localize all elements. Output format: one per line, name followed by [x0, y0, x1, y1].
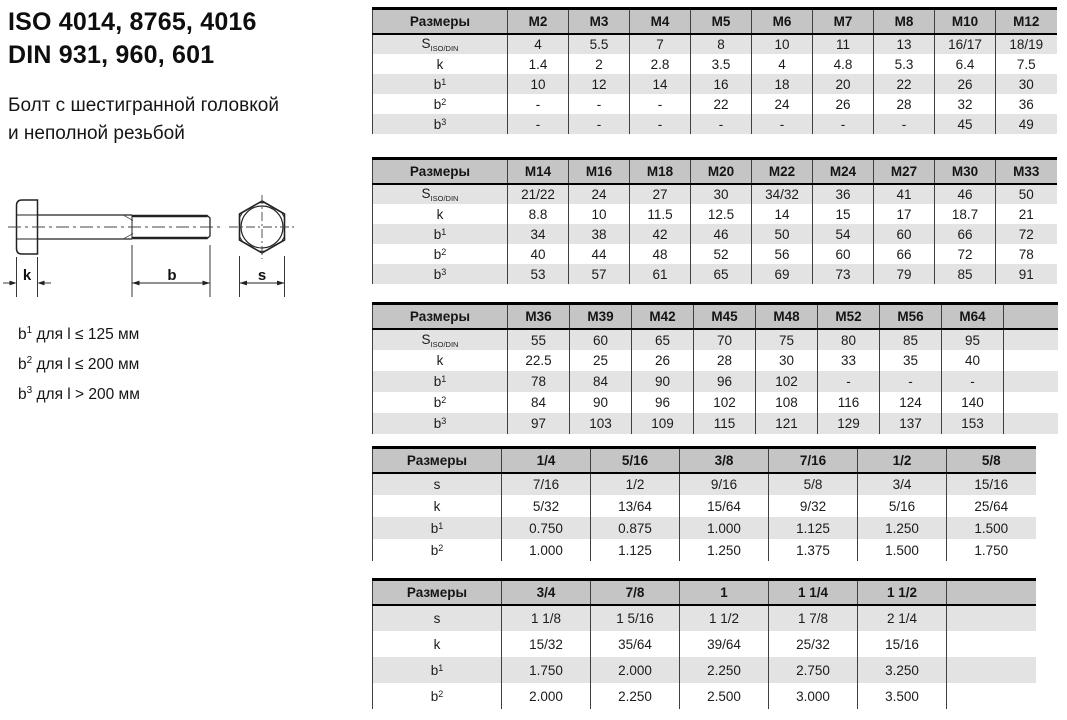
size-column-header: M45	[694, 304, 756, 330]
dimension-value-cell: -	[874, 114, 935, 134]
row-label-cell: $S_{ISO/DIN}$	[373, 184, 508, 204]
dimension-value-cell: 15/32	[502, 631, 591, 657]
row-label-cell: k	[373, 495, 502, 517]
dimension-value-cell: 34/32	[752, 184, 813, 204]
size-column-header: 5/16	[591, 448, 680, 474]
row-label-cell: $b^3$	[373, 264, 508, 284]
dimension-value-cell: 1.000	[680, 517, 769, 539]
size-column-header: M3	[569, 9, 630, 35]
dimension-value-cell: 28	[874, 94, 935, 114]
dimension-value-cell: 1.4	[508, 54, 569, 74]
dimension-value-cell: 46	[935, 184, 996, 204]
table-header-sizes: Размеры	[373, 580, 502, 606]
dimension-value-cell: 72	[935, 244, 996, 264]
dimension-value-cell: 2.8	[630, 54, 691, 74]
dimension-value-cell: 16/17	[935, 34, 996, 54]
dimension-value-cell: 153	[942, 413, 1004, 434]
dimension-value-cell: 50	[752, 224, 813, 244]
row-label-cell: $b^3$	[373, 413, 508, 434]
dimension-value-cell: 60	[874, 224, 935, 244]
dimension-value-cell: 1.125	[591, 539, 680, 561]
size-column-header: M20	[691, 159, 752, 185]
dimension-table	[372, 446, 1036, 561]
dimension-value-cell: 54	[813, 224, 874, 244]
size-column-header: M7	[813, 9, 874, 35]
size-column-header: 5/8	[947, 448, 1036, 474]
size-column-header: 1 1/4	[769, 580, 858, 606]
dimension-value-cell: 22	[691, 94, 752, 114]
dimension-value-cell: 9/16	[680, 473, 769, 495]
dimension-value-cell: 69	[752, 264, 813, 284]
dimension-value-cell: 22	[874, 74, 935, 94]
dimension-value-cell: 85	[880, 329, 942, 350]
dimension-value-cell: 15/16	[858, 631, 947, 657]
empty-cell	[947, 605, 1036, 631]
size-column-header: M12	[996, 9, 1057, 35]
dimension-value-cell: -	[630, 114, 691, 134]
dimension-value-cell: -	[569, 94, 630, 114]
row-label-cell: $b^1$	[373, 517, 502, 539]
dimension-value-cell: 11.5	[630, 204, 691, 224]
dimension-value-cell: 96	[632, 392, 694, 413]
size-column-header: M42	[632, 304, 694, 330]
dimension-value-cell: 7	[630, 34, 691, 54]
dimension-value-cell: 14	[752, 204, 813, 224]
table-header-sizes: Размеры	[373, 448, 502, 474]
dimension-value-cell: 25/32	[769, 631, 858, 657]
size-column-header: M16	[569, 159, 630, 185]
dimension-value-cell: 11	[813, 34, 874, 54]
dimension-value-cell: 49	[996, 114, 1057, 134]
dimension-value-cell: 17	[874, 204, 935, 224]
dimension-value-cell: 24	[569, 184, 630, 204]
dimension-label-s: s	[257, 267, 267, 284]
footnote-b1: $b^1$ для l ≤ 125 мм	[18, 325, 140, 344]
size-column-header: M36	[508, 304, 570, 330]
row-label-cell: $b^3$	[373, 114, 508, 134]
dimension-value-cell: 10	[569, 204, 630, 224]
size-column-header: M4	[630, 9, 691, 35]
dimension-value-cell: 15	[813, 204, 874, 224]
dimension-value-cell: 124	[880, 392, 942, 413]
dimension-value-cell: 13/64	[591, 495, 680, 517]
dimension-value-cell: 2	[569, 54, 630, 74]
table-header-sizes: Размеры	[373, 9, 508, 35]
size-column-header: M27	[874, 159, 935, 185]
dimension-value-cell: 60	[813, 244, 874, 264]
size-column-header: 1/4	[502, 448, 591, 474]
dimension-value-cell: 18	[752, 74, 813, 94]
dimension-value-cell: 8.8	[508, 204, 569, 224]
dimension-value-cell: 90	[632, 371, 694, 392]
table-header-sizes: Размеры	[373, 304, 508, 330]
dimension-value-cell: 2 1/4	[858, 605, 947, 631]
dimension-value-cell: 35/64	[591, 631, 680, 657]
empty-cell	[1004, 371, 1058, 392]
dimension-table	[372, 7, 1057, 134]
dimension-value-cell: 85	[935, 264, 996, 284]
size-column-header: 7/16	[769, 448, 858, 474]
size-column-header: M64	[942, 304, 1004, 330]
footnote-b3: $b^3$ для l > 200 мм	[18, 385, 140, 404]
title-iso: ISO 4014, 8765, 4016	[8, 8, 257, 36]
dimension-value-cell: 50	[996, 184, 1057, 204]
dimension-value-cell: 4.8	[813, 54, 874, 74]
dimension-value-cell: 35	[880, 350, 942, 371]
dimension-value-cell: 8	[691, 34, 752, 54]
dimension-value-cell: 4	[752, 54, 813, 74]
dimension-value-cell: 102	[694, 392, 756, 413]
page-subtitle	[8, 92, 279, 148]
dimension-value-cell: 97	[508, 413, 570, 434]
dimension-value-cell: 40	[508, 244, 569, 264]
dimension-value-cell: 39/64	[680, 631, 769, 657]
subtitle-line1: Болт с шестигранной головкой	[8, 95, 279, 116]
page-title	[8, 6, 257, 72]
dimension-value-cell: 7.5	[996, 54, 1057, 74]
dimension-value-cell: 91	[996, 264, 1057, 284]
title-din: DIN 931, 960, 601	[8, 41, 215, 69]
dimension-value-cell: 2.250	[680, 657, 769, 683]
size-column-header: 1/2	[858, 448, 947, 474]
row-label-cell: s	[373, 605, 502, 631]
bolt-technical-drawing	[0, 185, 320, 320]
row-label-cell: $b^1$	[373, 657, 502, 683]
dimension-value-cell: 40	[942, 350, 1004, 371]
dimension-value-cell: 1 1/2	[680, 605, 769, 631]
size-column-header: M10	[935, 9, 996, 35]
dimension-value-cell: 65	[691, 264, 752, 284]
row-label-cell: s	[373, 473, 502, 495]
dimension-value-cell: 5.5	[569, 34, 630, 54]
dimension-value-cell: 12.5	[691, 204, 752, 224]
size-column-header: 3/8	[680, 448, 769, 474]
empty-cell	[947, 683, 1036, 709]
dimension-value-cell: 30	[691, 184, 752, 204]
dimension-value-cell: 137	[880, 413, 942, 434]
b-arrow-right	[203, 281, 211, 286]
dimension-value-cell: 5/32	[502, 495, 591, 517]
empty-cell	[1004, 413, 1058, 434]
dimension-value-cell: 32	[935, 94, 996, 114]
metric-table-m36-m64	[372, 302, 1058, 434]
size-column-header: 3/4	[502, 580, 591, 606]
dimension-value-cell: 10	[508, 74, 569, 94]
dimension-table	[372, 578, 1036, 709]
dimension-value-cell: 1.250	[680, 539, 769, 561]
dimension-value-cell: 1.500	[947, 517, 1036, 539]
dimension-value-cell: -	[630, 94, 691, 114]
dimension-value-cell: 1.500	[858, 539, 947, 561]
dimension-value-cell: 2.000	[591, 657, 680, 683]
size-column-header: M48	[756, 304, 818, 330]
dimension-value-cell: 26	[935, 74, 996, 94]
dimension-value-cell: 95	[942, 329, 1004, 350]
dimension-label-b: b	[167, 267, 177, 284]
dimension-value-cell: 24	[752, 94, 813, 114]
s-arrow-right	[277, 281, 285, 286]
dimension-value-cell: 108	[756, 392, 818, 413]
dimension-value-cell: 52	[691, 244, 752, 264]
size-column-header: M30	[935, 159, 996, 185]
dimension-value-cell: 79	[874, 264, 935, 284]
dimension-value-cell: 116	[818, 392, 880, 413]
dimension-value-cell: 26	[632, 350, 694, 371]
dimension-value-cell: 30	[996, 74, 1057, 94]
subtitle-line2: и неполной резьбой	[8, 123, 185, 144]
row-label-cell: $S_{ISO/DIN}$	[373, 34, 508, 54]
dimension-value-cell: 18.7	[935, 204, 996, 224]
dimension-value-cell: 0.750	[502, 517, 591, 539]
dimension-value-cell: 1 7/8	[769, 605, 858, 631]
dimension-value-cell: 2.250	[591, 683, 680, 709]
dimension-value-cell: 90	[570, 392, 632, 413]
size-column-header: M6	[752, 9, 813, 35]
size-column-header: 1	[680, 580, 769, 606]
dimension-value-cell: 0.875	[591, 517, 680, 539]
k-arrow-left	[10, 281, 17, 286]
dimension-value-cell: 33	[818, 350, 880, 371]
dimension-value-cell: 78	[996, 244, 1057, 264]
dimension-value-cell: 22.5	[508, 350, 570, 371]
empty-cell	[947, 631, 1036, 657]
dimension-value-cell: 13	[874, 34, 935, 54]
size-column-header: M56	[880, 304, 942, 330]
metric-table-m2-m12	[372, 7, 1057, 134]
footnote-b2: $b^2$ для l ≤ 200 мм	[18, 355, 140, 374]
dimension-value-cell: 1/2	[591, 473, 680, 495]
empty-cell	[1004, 329, 1058, 350]
row-label-cell: k	[373, 204, 508, 224]
dimension-value-cell: 103	[570, 413, 632, 434]
dimension-value-cell: 36	[813, 184, 874, 204]
dimension-value-cell: 2.500	[680, 683, 769, 709]
table-header-sizes: Размеры	[373, 159, 508, 185]
dimension-value-cell: 25/64	[947, 495, 1036, 517]
dimension-value-cell: 34	[508, 224, 569, 244]
dimension-value-cell: 1.375	[769, 539, 858, 561]
dimension-value-cell: 14	[630, 74, 691, 94]
empty-cell	[1004, 350, 1058, 371]
dimension-value-cell: 1 5/16	[591, 605, 680, 631]
dimension-value-cell: 66	[874, 244, 935, 264]
dimension-value-cell: 56	[752, 244, 813, 264]
dimension-value-cell: 121	[756, 413, 818, 434]
dimension-value-cell: 16	[691, 74, 752, 94]
dimension-value-cell: 78	[508, 371, 570, 392]
row-label-cell: $b^1$	[373, 371, 508, 392]
dimension-value-cell: 20	[813, 74, 874, 94]
dimension-value-cell: 75	[756, 329, 818, 350]
dimension-value-cell: -	[813, 114, 874, 134]
size-column-header: M33	[996, 159, 1057, 185]
dimension-value-cell: 84	[508, 392, 570, 413]
dimension-value-cell: 57	[569, 264, 630, 284]
dimension-table	[372, 302, 1058, 434]
size-column-header: M39	[570, 304, 632, 330]
dimension-value-cell: 12	[569, 74, 630, 94]
dimension-value-cell: 1.000	[502, 539, 591, 561]
row-label-cell: $b^1$	[373, 74, 508, 94]
dimension-value-cell: 30	[756, 350, 818, 371]
size-column-header: M2	[508, 9, 569, 35]
dimension-value-cell: -	[752, 114, 813, 134]
dimension-value-cell: 38	[569, 224, 630, 244]
k-arrow-right	[38, 281, 45, 286]
dimension-value-cell: 27	[630, 184, 691, 204]
dimension-value-cell: 1 1/8	[502, 605, 591, 631]
size-column-header: M14	[508, 159, 569, 185]
dimension-value-cell: 2.000	[502, 683, 591, 709]
dimension-value-cell: 60	[570, 329, 632, 350]
dimension-value-cell: 109	[632, 413, 694, 434]
dimension-value-cell: -	[942, 371, 1004, 392]
dimension-value-cell: 102	[756, 371, 818, 392]
dimension-value-cell: 41	[874, 184, 935, 204]
dimension-value-cell: 3.000	[769, 683, 858, 709]
size-column-header: M18	[630, 159, 691, 185]
dimension-value-cell: 46	[691, 224, 752, 244]
dimension-value-cell: -	[508, 114, 569, 134]
dimension-value-cell: 5.3	[874, 54, 935, 74]
dimension-value-cell: 7/16	[502, 473, 591, 495]
dimension-value-cell: 65	[632, 329, 694, 350]
size-column-header: M24	[813, 159, 874, 185]
dimension-table	[372, 157, 1057, 284]
dimension-value-cell: 55	[508, 329, 570, 350]
dimension-value-cell: 21	[996, 204, 1057, 224]
empty-column-header	[947, 580, 1036, 606]
dimension-value-cell: 48	[630, 244, 691, 264]
dimension-value-cell: 3.250	[858, 657, 947, 683]
dimension-value-cell: 9/32	[769, 495, 858, 517]
s-arrow-left	[240, 281, 248, 286]
row-label-cell: $b^1$	[373, 224, 508, 244]
dimension-value-cell: 21/22	[508, 184, 569, 204]
inch-table-quarter-fiveeighths	[372, 446, 1036, 561]
dimension-value-cell: -	[880, 371, 942, 392]
size-column-header: 7/8	[591, 580, 680, 606]
dimension-value-cell: 42	[630, 224, 691, 244]
dimension-value-cell: -	[508, 94, 569, 114]
dimension-value-cell: 140	[942, 392, 1004, 413]
dimension-value-cell: 80	[818, 329, 880, 350]
dimension-value-cell: 1.125	[769, 517, 858, 539]
dimension-value-cell: -	[691, 114, 752, 134]
size-column-header: M8	[874, 9, 935, 35]
row-label-cell: $b^2$	[373, 392, 508, 413]
dimension-value-cell: 44	[569, 244, 630, 264]
empty-cell	[947, 657, 1036, 683]
dimension-value-cell: 26	[813, 94, 874, 114]
dimension-value-cell: 3.500	[858, 683, 947, 709]
dimension-value-cell: 6.4	[935, 54, 996, 74]
dimension-value-cell: 3/4	[858, 473, 947, 495]
metric-table-m14-m33	[372, 157, 1057, 284]
dimension-value-cell: 28	[694, 350, 756, 371]
dimension-value-cell: -	[818, 371, 880, 392]
dimension-value-cell: -	[569, 114, 630, 134]
row-label-cell: k	[373, 54, 508, 74]
dimension-value-cell: 25	[570, 350, 632, 371]
dimension-value-cell: 84	[570, 371, 632, 392]
dimension-value-cell: 1.750	[947, 539, 1036, 561]
dimension-value-cell: 70	[694, 329, 756, 350]
dimension-label-k: k	[22, 267, 32, 284]
dimension-value-cell: 45	[935, 114, 996, 134]
dimension-value-cell: 36	[996, 94, 1057, 114]
dimension-value-cell: 15/16	[947, 473, 1036, 495]
dimension-value-cell: 10	[752, 34, 813, 54]
dimension-value-cell: 73	[813, 264, 874, 284]
row-label-cell: k	[373, 631, 502, 657]
dimension-value-cell: 96	[694, 371, 756, 392]
dimension-value-cell: 129	[818, 413, 880, 434]
dimension-value-cell: 61	[630, 264, 691, 284]
footnotes	[18, 318, 140, 408]
row-label-cell: k	[373, 350, 508, 371]
size-column-header: M22	[752, 159, 813, 185]
dimension-value-cell: 18/19	[996, 34, 1057, 54]
empty-column-header	[1004, 304, 1058, 330]
dimension-value-cell: 72	[996, 224, 1057, 244]
dimension-value-cell: 3.5	[691, 54, 752, 74]
dimension-value-cell: 66	[935, 224, 996, 244]
dimension-value-cell: 5/16	[858, 495, 947, 517]
row-label-cell: $b^2$	[373, 94, 508, 114]
dimension-value-cell: 2.750	[769, 657, 858, 683]
dimension-value-cell: 4	[508, 34, 569, 54]
dimension-value-cell: 1.750	[502, 657, 591, 683]
row-label-cell: $b^2$	[373, 683, 502, 709]
row-label-cell: $S_{ISO/DIN}$	[373, 329, 508, 350]
dimension-value-cell: 53	[508, 264, 569, 284]
dimension-value-cell: 5/8	[769, 473, 858, 495]
row-label-cell: $b^2$	[373, 539, 502, 561]
inch-table-threequarter-oneandhalf	[372, 578, 1036, 709]
size-column-header: M5	[691, 9, 752, 35]
b-arrow-left	[132, 281, 140, 286]
size-column-header: M52	[818, 304, 880, 330]
dimension-value-cell: 1.250	[858, 517, 947, 539]
dimension-value-cell: 115	[694, 413, 756, 434]
row-label-cell: $b^2$	[373, 244, 508, 264]
size-column-header: 1 1/2	[858, 580, 947, 606]
dimension-value-cell: 15/64	[680, 495, 769, 517]
empty-cell	[1004, 392, 1058, 413]
